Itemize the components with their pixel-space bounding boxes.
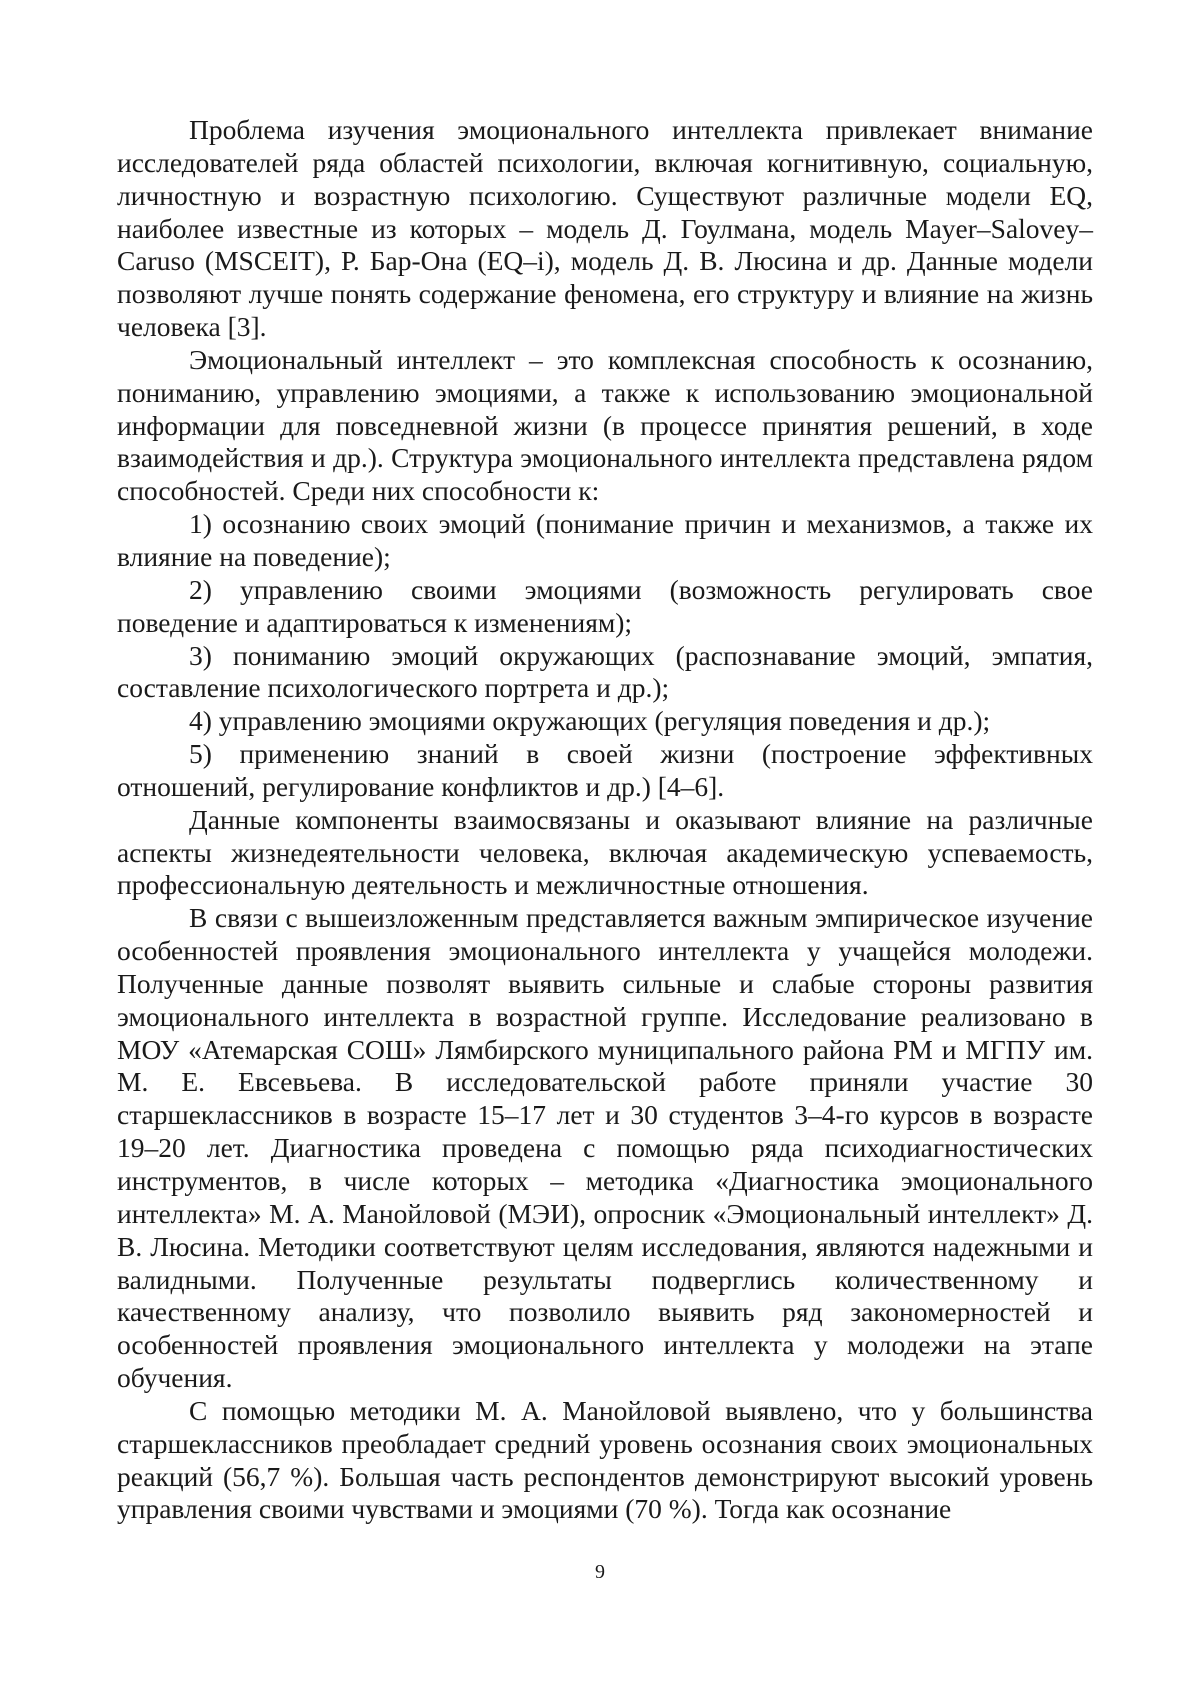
list-item-ability-3: 3) пониманию эмоций окружающих (распознавание эмоций, эмпатия, составление психологического портрета и др.); bbox=[117, 639, 1093, 704]
body-text bbox=[117, 114, 1093, 1526]
page-number: 9 bbox=[595, 1561, 605, 1583]
paragraph-components: Данные компоненты взаимосвязаны и оказывают влияние на различные аспекты жизнедеятельности человека, включая академическую успеваемость, профессиональную деятельность и межличностные отношения. bbox=[117, 803, 1093, 901]
paragraph-ei-definition: Эмоциональный интеллект – это комплексная способность к осознанию, пониманию, управлению эмоциями, а также к использованию эмоциональной информации для повседневной жизни (в процессе принятия решений, в ходе взаимодействия и др.). Структура эмоционального интеллекта представлена рядом способностей. Среди них способности к: bbox=[117, 343, 1093, 507]
paragraph-results: С помощью методики М. А. Манойловой выявлено, что у большинства старшеклассников преобладает средний уровень осознания своих эмоциональных реакций (56,7 %). Большая часть респондентов демонстрируют высокий уровень управления своими чувствами и эмоциями (70 %). Тогда как осознание bbox=[117, 1394, 1093, 1525]
list-item-ability-2: 2) управлению своими эмоциями (возможность регулировать свое поведение и адаптироваться к изменениям); bbox=[117, 573, 1093, 638]
list-item-ability-5: 5) применению знаний в своей жизни (построение эффективных отношений, регулирование конфликтов и др.) [4–6]. bbox=[117, 738, 1093, 802]
list-item-ability-1: 1) осознанию своих эмоций (понимание причин и механизмов, а также их влияние на поведение); bbox=[117, 508, 1093, 572]
paragraph-eq-models: Проблема изучения эмоционального интеллекта привлекает внимание исследователей ряда областей психологии, включая когнитивную, социальную, личностную и возрастную психологию. Существуют различные модели EQ, наиболее известные из которых – модель Д. Гоулмана, модель Mayer–Salovey–Caruso (MSCEIT), Р. Бар-Она (EQ–i), модель Д. В. Люсина и др. Данные модели позволяют лучше понять содержание феномена, его структуру и влияние на жизнь человека [3]. bbox=[117, 114, 1093, 343]
paragraph-study-design: В связи с вышеизложенным представляется важным эмпирическое изучение особенностей проявления эмоционального интеллекта у учащейся молодежи. Полученные данные позволят выявить сильные и слабые стороны развития эмоционального интеллекта в возрастной группе. Исследование реализовано в МОУ «Атемарская СОШ» Лямбирского муниципального района РМ и МГПУ им. М. Е. Евсевьева. В исследовательской работе приняли участие 30 старшеклассников в возрасте 15–17 лет и 30 студентов 3–4-го курсов в возрасте 19–20 лет. Диагностика проведена с помощью ряда психодиагностических инструментов, в числе которых – методика «Диагностика эмоционального интеллекта» М. А. Манойловой (МЭИ), опросник «Эмоциональный интеллект» Д. В. Люсина. Методики соответствуют целям исследования, являются надежными и валидными. Полученные результаты подверглись количественному и качественному анализу, что позволило выявить ряд закономерностей и особенностей проявления эмоционального интеллекта у молодежи на этапе обучения. bbox=[117, 902, 1093, 1394]
list-item-ability-4: 4) управлению эмоциями окружающих (регуляция поведения и др.); bbox=[189, 705, 991, 737]
